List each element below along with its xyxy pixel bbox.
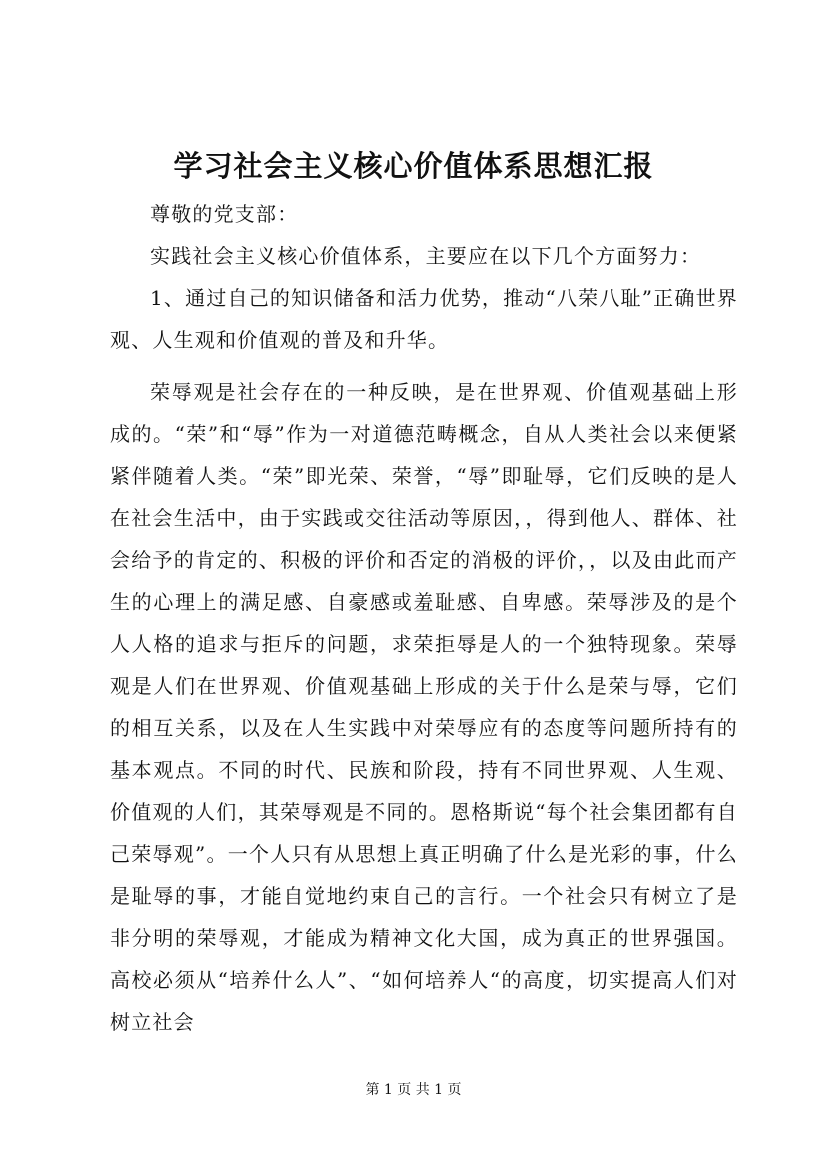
point-1-paragraph: 1、通过自己的知识储备和活力优势，推动“八荣八耻”正确世界观、人生观和价值观的普及和升华。 — [110, 286, 738, 352]
page-footer: 第 1 页 共 1 页 — [365, 1082, 462, 1098]
document-body — [110, 193, 738, 1043]
document-title: 学习社会主义核心价值体系思想汇报 — [173, 149, 654, 183]
salutation: 尊敬的党支部： — [150, 202, 299, 226]
intro-paragraph: 实践社会主义核心价值体系，主要应在以下几个方面努力： — [150, 244, 702, 268]
main-paragraph: 荣辱观是社会存在的一种反映，是在世界观、价值观基础上形成的。“荣”和“辱”作为一对道德范畴概念，自从人类社会以来便紧紧伴随着人类。“荣”即光荣、荣誉，“辱”即耻辱，它们反映的是人在社会生活中，由于实践或交往活动等原因，，得到他人、群体、社会给予的肯定的、积极的评价和否定的消极的评价，，以及由此而产生的心理上的满足感、自豪感或羞耻感、自卑感。荣辱涉及的是个人人格的追求与拒斥的问题，求荣拒辱是人的一个独特现象。荣辱观是人们在世界观、价值观基础上形成的关于什么是荣与辱，它们的相互关系，以及在人生实践中对荣辱应有的态度等问题所持有的基本观点。不同的时代、民族和阶段，持有不同世界观、人生观、价值观的人们，其荣辱观是不同的。恩格斯说“每个社会集团都有自己荣辱观”。一个人只有从思想上真正明确了什么是光彩的事，什么是耻辱的事，才能自觉地约束自己的言行。一个社会只有树立了是非分明的荣辱观，才能成为精神文化大国，成为真正的世界强国。高校必须从“培养什么人”、“如何培养人“的高度，切实提高人们对树立社会 — [110, 380, 738, 1034]
